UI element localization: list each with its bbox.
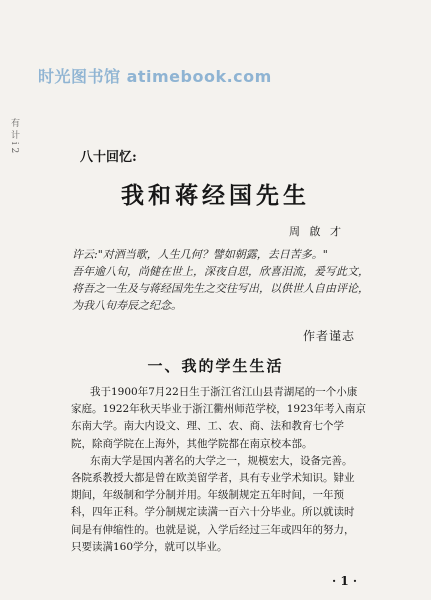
article-title: 我和蒋经国先生 xyxy=(121,182,310,209)
body-line: 东南大学是国内著名的大学之一，规模宏大，设备完善。 xyxy=(90,454,353,467)
body-line: 东南大学。南大内设文、理、工、农、商、法和教育七个学 xyxy=(71,420,344,433)
body-line: 院，除商学院在上海外，其他学院都在南京校本部。 xyxy=(71,437,313,450)
margin-note: 有 计 i 2 xyxy=(9,118,19,154)
author-name: 周 啟 才 xyxy=(289,225,344,238)
section-title: 一、我的学生生活 xyxy=(147,357,284,375)
body-line: 间是有伸缩性的。也就是说，入学后经过三年或四年的努力， xyxy=(71,523,355,536)
body-line: 只要读满160学分，就可以毕业。 xyxy=(71,540,228,553)
memoir-label: 八十回忆: xyxy=(80,150,137,165)
preface-line: 许云:"对酒当歌，人生几何？譬如朝露，去日苦多。" xyxy=(72,248,328,261)
body-line: 科，四年正科。学分制规定读满一百六十分毕业。所以就读时 xyxy=(71,506,355,519)
preface xyxy=(72,246,384,314)
author-signature: 作者谨志 xyxy=(303,329,356,343)
body-text xyxy=(71,384,400,556)
body-line: 我于1900年7月22日生于浙江省江山县青湖尾的一个小康 xyxy=(90,386,358,398)
body-line: 各院系教授大都是曾在欧美留学者，具有专业学术知识。肄业 xyxy=(71,472,355,485)
body-line: 期间，年级制和学分制并用。年级制规定五年时间，一年预 xyxy=(71,489,344,502)
preface-line: 为我八旬寿辰之纪念。 xyxy=(72,299,182,312)
page-number: · 1 · xyxy=(332,574,358,588)
preface-line: 将吾之一生及与蒋经国先生之交往写出，以供世人自由评论， xyxy=(72,282,369,295)
watermark: 时光图书馆 atimebook.com xyxy=(38,67,272,86)
preface-line: 吾年逾八旬，尚健在世上，深夜自思，欣喜泪流，爰写此文， xyxy=(72,265,369,278)
body-line: 家庭。1922年秋天毕业于浙江衢州师范学校，1923年考入南京 xyxy=(71,403,366,416)
